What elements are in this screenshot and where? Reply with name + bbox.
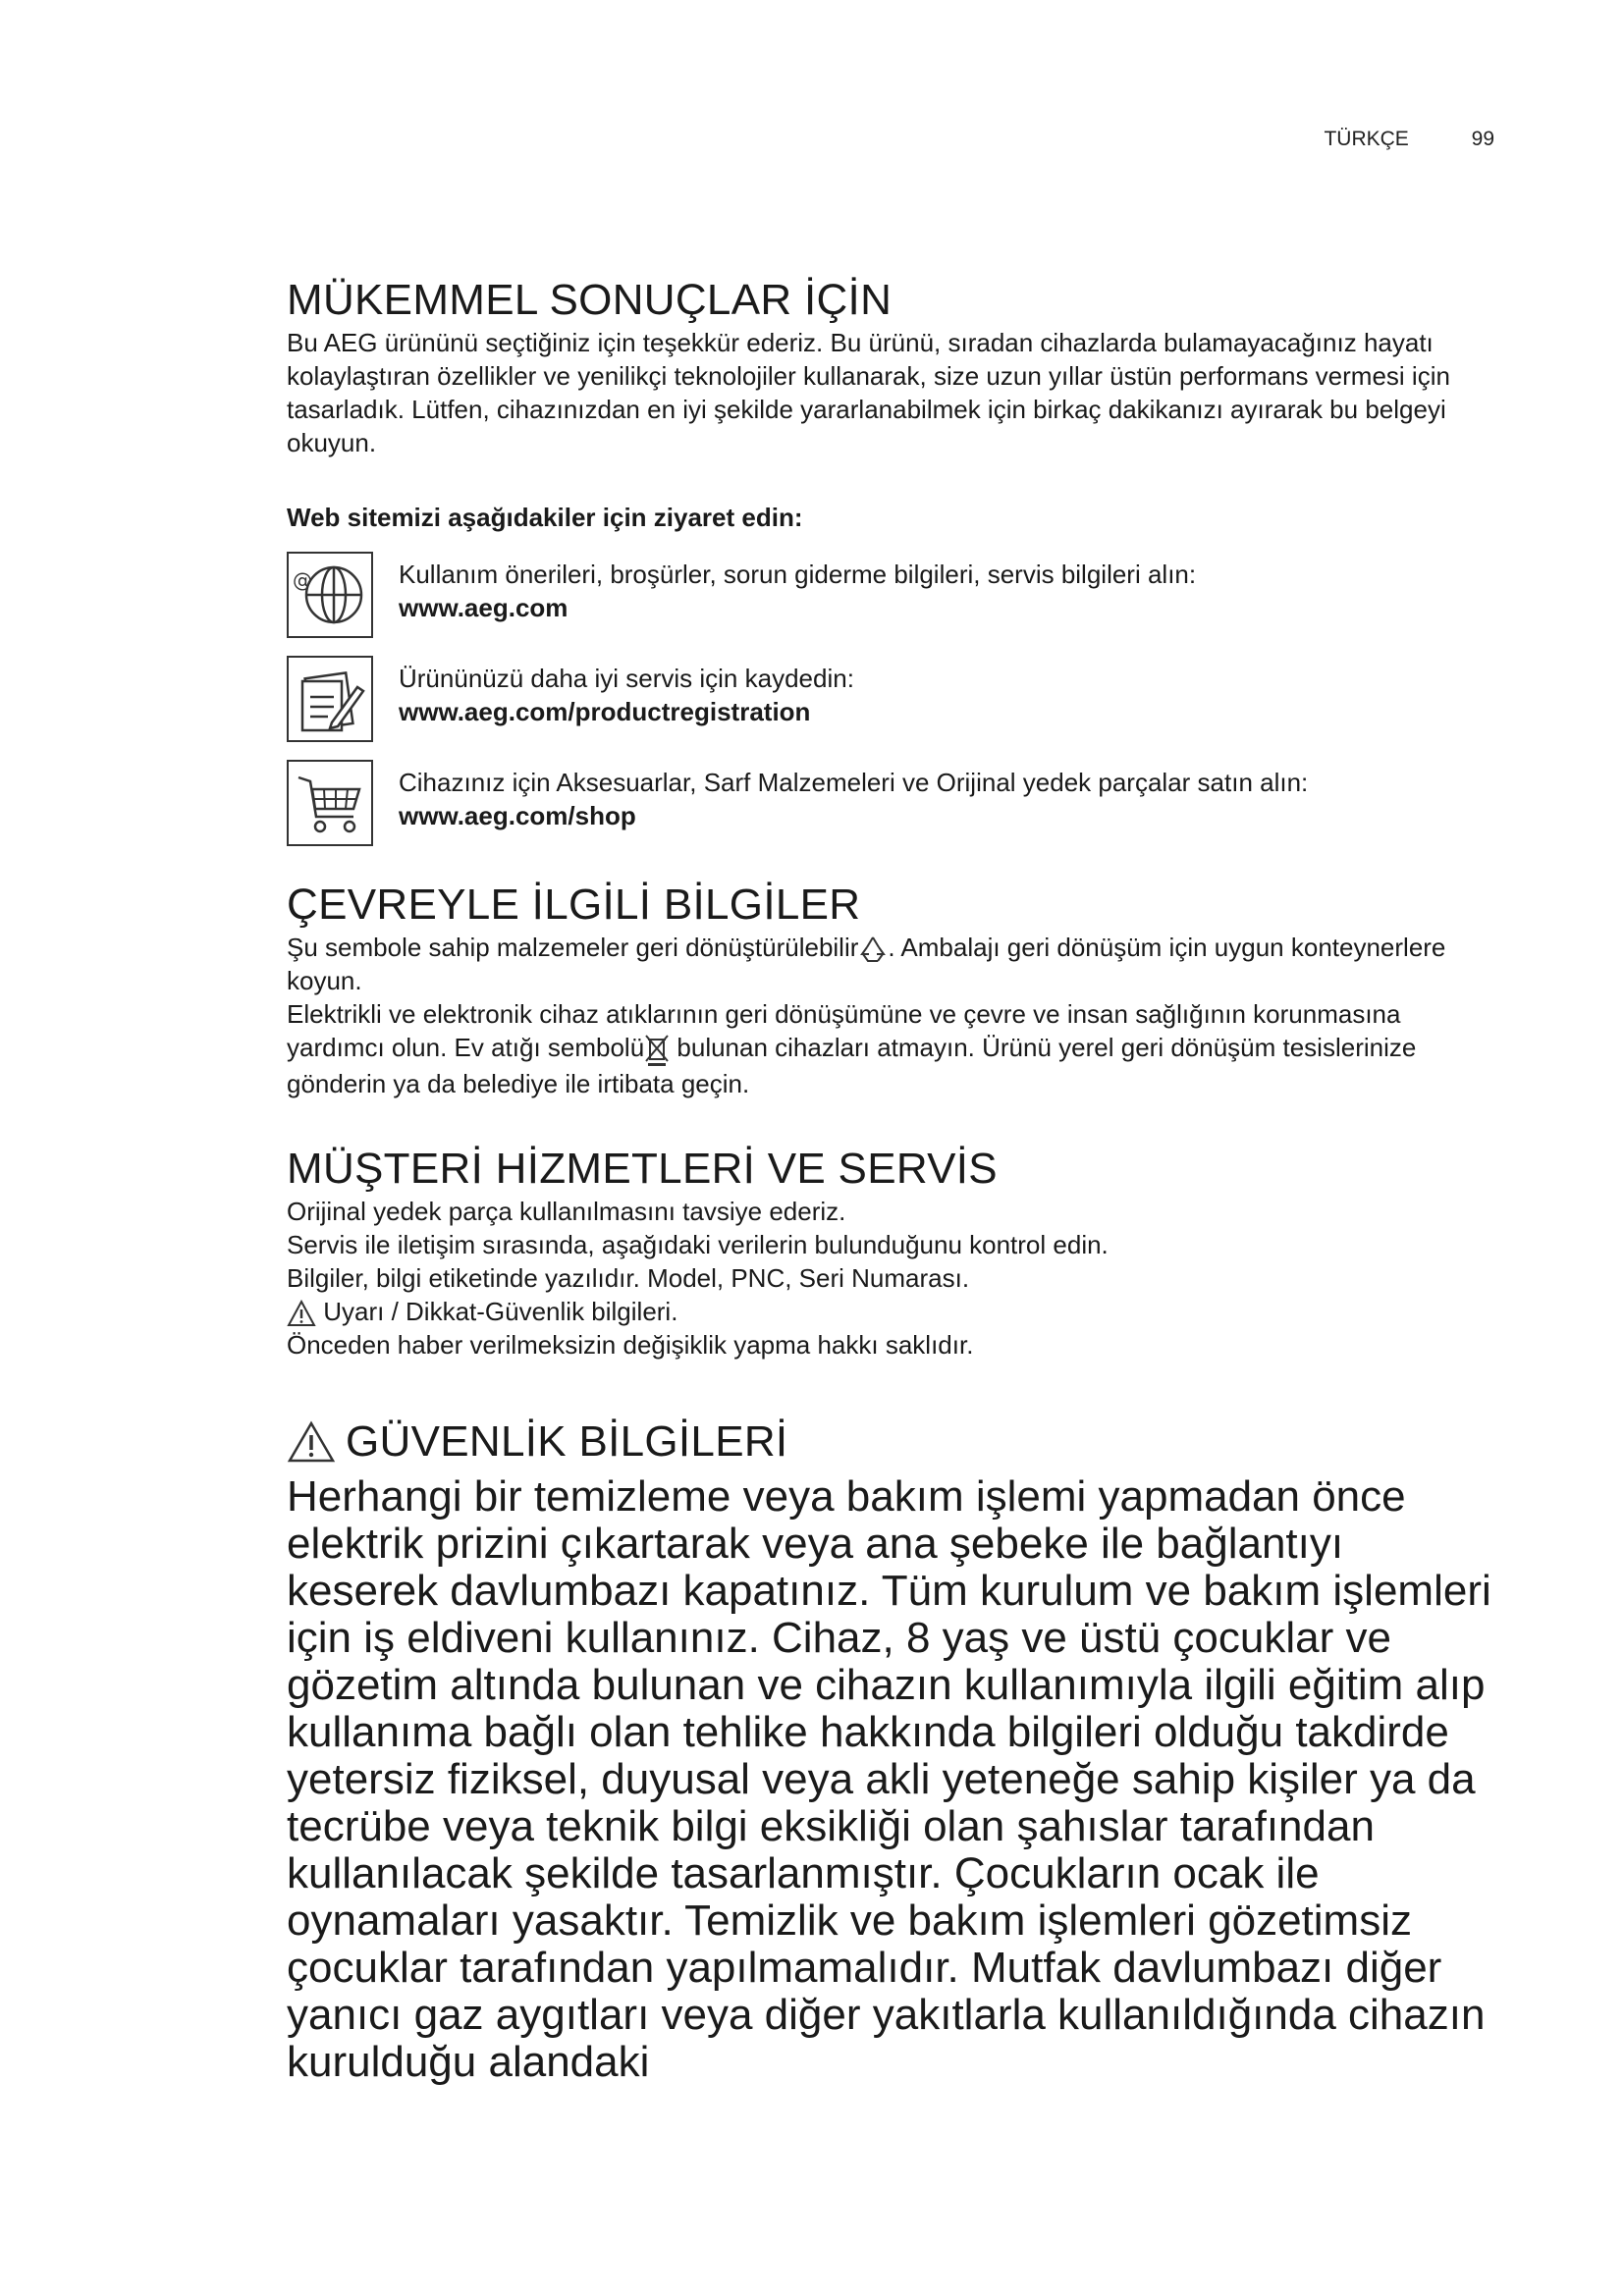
website-item-text-block — [399, 558, 1196, 624]
service-line-4 — [287, 1295, 1504, 1328]
safety-title: GÜVENLİK BİLGİLERİ — [346, 1417, 788, 1467]
weee-text-before: Elektrikli ve elektronik cihaz atıklarının geri dönüşümüne ve çevre ve insan sağlığının korunmasına yardımcı olun. Ev atığı sembolü — [287, 999, 1401, 1063]
environment-paragraph-recycle — [287, 931, 1504, 997]
website-item-description: Cihazınız için Aksesuarlar, Sarf Malzemeleri ve Orijinal yedek parçalar satın alın: — [399, 768, 1309, 797]
document-content — [287, 275, 1504, 2086]
service-line-3: Bilgiler, bilgi etiketinde yazılıdır. Model, PNC, Seri Numarası. — [287, 1263, 970, 1294]
weee-text-after: bulunan cihazları atmayın. Ürünü yerel geri dönüşüm tesislerinize gönderin ya da belediye ile irtibata geçin. — [287, 1033, 1417, 1099]
recycle-icon — [858, 934, 888, 964]
website-item-shop — [287, 760, 1504, 850]
environment-paragraph-weee — [287, 997, 1504, 1100]
service-line-1: Orijinal yedek parça kullanılmasını tavsiye ederiz. — [287, 1197, 846, 1227]
service-line-5: Önceden haber verilmeksizin değişiklik yapma hakkı saklıdır. — [287, 1330, 974, 1361]
service-title: MÜŞTERİ HİZMETLERİ VE SERVİS — [287, 1145, 998, 1194]
website-item-registration — [287, 656, 1504, 746]
website-item-description: Ürününüzü daha iyi servis için kaydedin: — [399, 664, 854, 693]
website-link[interactable]: www.aeg.com/productregistration — [399, 697, 811, 726]
page-number: 99 — [1471, 128, 1494, 150]
website-item-text-block — [399, 766, 1308, 832]
service-line-2: Servis ile iletişim sırasında, aşağıdaki verilerin bulunduğunu kontrol edin. — [287, 1230, 1109, 1260]
svg-text:@: @ — [293, 568, 312, 592]
website-item-description: Kullanım önerileri, broşürler, sorun giderme bilgileri, servis bilgileri alın: — [399, 560, 1197, 589]
intro-paragraph: Bu AEG ürününü seçtiğiniz için teşekkür ederiz. Bu ürünü, sıradan cihazlarda bulamayacağınız hayatı kolaylaştıran özellikler ve yenilikçi teknolojiler kullanarak, size uzun yıllar üstün performans vermesi için tasarladık. Lütfen, cihazınızdan en iyi şekilde yararlanabilmek için birkaç dakikanızı ayırarak bu belgeyi okuyun. — [287, 328, 1450, 457]
website-item-support — [287, 552, 1504, 642]
environment-title: ÇEVREYLE İLGİLİ BİLGİLER — [287, 881, 861, 929]
website-list — [287, 552, 1504, 850]
intro-title: MÜKEMMEL SONUÇLAR İÇİN — [287, 276, 893, 324]
shopping-cart-icon — [287, 760, 373, 846]
website-item-text-block — [399, 662, 854, 728]
recycle-text-before: Şu sembole sahip malzemeler geri dönüştürülebilir — [287, 933, 859, 962]
warning-icon — [287, 1420, 336, 1464]
registration-form-icon — [287, 656, 373, 742]
safety-paragraph: Herhangi bir temizleme veya bakım işlemi yapmadan önce elektrik prizini çıkartarak veya ana şebeke ile bağlantıyı keserek davlumbazı kapatınız. Tüm kurulum ve bakım işlemleri için iş eldiveni kullanınız. Cihaz, 8 yaş ve üstü çocuklar ve gözetim altında bulunan ve cihazın kullanımıyla ilgili eğitim alıp kullanıma bağlı olan tehlike hakkında bilgileri olduğu takdirde yetersiz fiziksel, duyusal veya akli yeteneğe sahip kişiler ya da tecrübe veya teknik bilgi eksikliği olan şahıslar tarafından kullanılacak şekilde tasarlanmıştır. Çocukların ocak ile oynamaları yasaktır. Temizlik ve bakım işlemleri gözetimsiz çocuklar tarafından yapılmamalıdır. Mutfak davlumbazı diğer yanıcı gaz aygıtları veya diğer yakıtlarla kullanıldığında cihazın kurulduğu alandaki — [287, 1472, 1491, 2087]
website-link[interactable]: www.aeg.com/shop — [399, 801, 636, 830]
weee-bin-icon — [644, 1032, 670, 1067]
recycle-text-after: . Ambalajı geri dönüşüm için uygun konteynerlere koyun. — [287, 933, 1446, 996]
language-label: TÜRKÇE — [1324, 128, 1409, 150]
warning-icon — [287, 1300, 316, 1327]
website-link[interactable]: www.aeg.com — [399, 593, 568, 622]
website-title: Web sitemizi aşağıdakiler için ziyaret edin: — [287, 503, 803, 532]
safety-header — [287, 1416, 1504, 1468]
warning-text: Uyarı / Dikkat-Güvenlik bilgileri. — [316, 1297, 678, 1327]
web-globe-icon — [287, 552, 373, 638]
page-header — [1324, 128, 1494, 151]
